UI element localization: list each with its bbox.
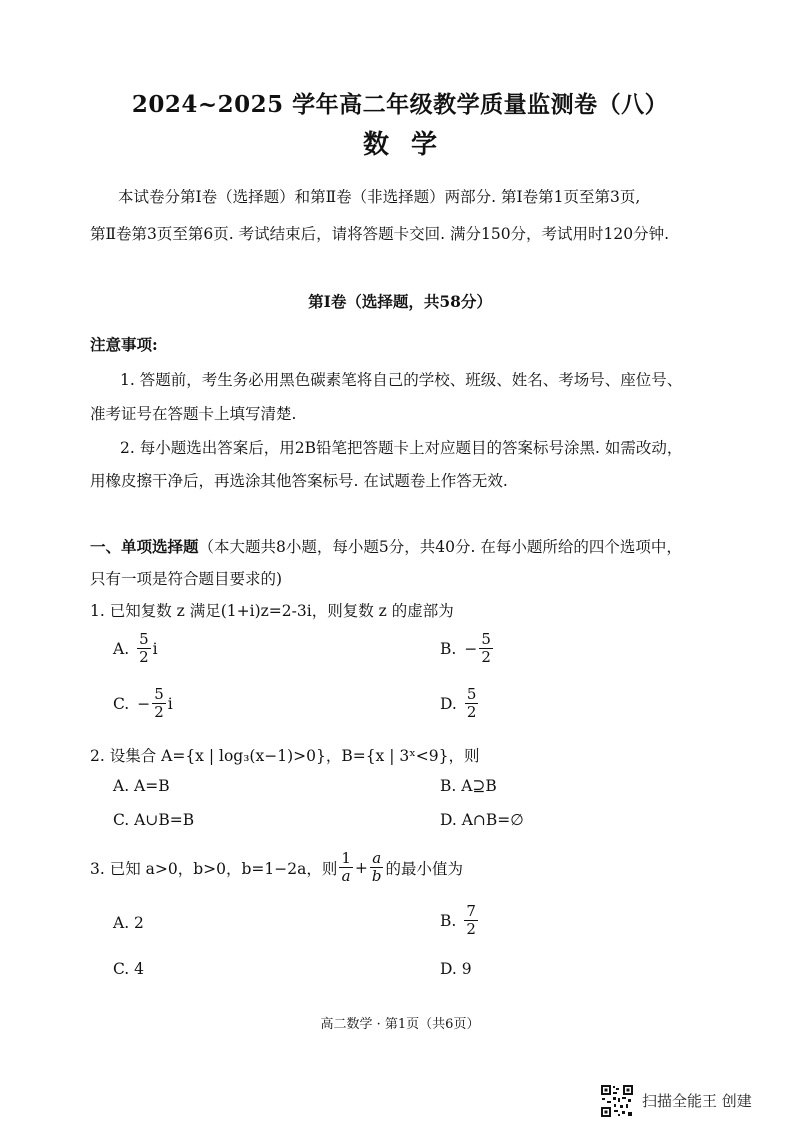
q1-option-a-label: A. xyxy=(113,639,130,658)
q1-stem: 1. 已知复数 z 满足(1+i)z=2-3i，则复数 z 的虚部为 xyxy=(90,602,454,620)
q1-option-c-suffix: i xyxy=(167,694,173,713)
notice-item-1-line-1: 1. 答题前，考生务必用黑色碳素笔将自己的学校、班级、姓名、考场号、座位号、 xyxy=(120,371,683,389)
intro-line-1: 本试卷分第Ⅰ卷（选择题）和第Ⅱ卷（非选择题）两部分. 第Ⅰ卷第1页至第3页, xyxy=(118,188,641,206)
q3-fraction-2 xyxy=(370,850,384,886)
q1-option-a-num: 5 xyxy=(139,630,149,648)
q3-fraction-1 xyxy=(339,850,353,886)
q3-option-b-label: B. xyxy=(440,911,457,930)
q3-option-d: D. 9 xyxy=(440,960,472,978)
q2-option-b: B. A⊇B xyxy=(440,777,497,795)
q3-f2-den: b xyxy=(371,867,382,886)
q1-option-c-num: 5 xyxy=(154,685,164,703)
exam-subject: 数学 xyxy=(362,130,459,160)
q3-option-a: A. 2 xyxy=(113,914,144,932)
q1-option-a-suffix: i xyxy=(152,639,158,658)
q3-stem-after: 的最小值为 xyxy=(385,859,464,878)
q1-option-d-fraction xyxy=(465,686,479,722)
q1-option-d xyxy=(440,686,480,722)
section-1-desc-line-1: （本大题共8小题，每小题5分，共40分. 在每小题所给的四个选项中， xyxy=(198,538,682,556)
q3-option-c: C. 4 xyxy=(113,960,145,978)
q3-option-b-den: 2 xyxy=(466,920,476,939)
page-footer: 高二数学 · 第1页（共6页） xyxy=(320,1017,480,1032)
q1-option-d-den: 2 xyxy=(466,703,477,722)
notice-heading: 注意事项: xyxy=(90,335,158,354)
q1-option-c xyxy=(113,686,173,722)
q1-option-b-fraction xyxy=(479,631,493,667)
q1-option-a-den: 2 xyxy=(139,648,149,667)
q1-option-b xyxy=(440,631,495,667)
q1-option-d-label: D. xyxy=(440,694,457,713)
q3-f1-den: a xyxy=(341,867,351,886)
q1-option-c-fraction xyxy=(152,686,166,722)
section-1-desc-line-2: 只有一项是符合题目要求的) xyxy=(90,570,283,588)
section-1-label: 一、单项选择题 xyxy=(90,537,199,556)
notice-item-2-line-2: 用橡皮擦干净后，再选涂其他答案标号. 在试题卷上作答无效. xyxy=(90,472,508,490)
exam-title: 2024~2025 学年高二年级教学质量监测卷（八） xyxy=(131,91,669,118)
q2-option-c: C. A∪B=B xyxy=(113,811,195,829)
q1-option-d-num: 5 xyxy=(466,685,477,703)
q1-option-b-label: B. xyxy=(440,639,457,658)
q1-option-b-den: 2 xyxy=(481,648,491,667)
notice-item-2-line-1: 2. 每小题选出答案后，用2B铅笔把答题卡上对应题目的答案标号涂黑. 如需改动， xyxy=(120,439,683,457)
q3-stem xyxy=(90,850,463,886)
scanner-brand: 扫描全能王 创建 xyxy=(642,1092,752,1110)
q1-option-b-num: 5 xyxy=(481,630,491,648)
volume-title: 第Ⅰ卷（选择题，共58分） xyxy=(308,292,492,311)
q3-f2-num: a xyxy=(372,849,382,867)
q1-option-a-fraction xyxy=(137,631,151,667)
q3-plus: + xyxy=(354,858,368,877)
q3-stem-before: 3. 已知 a>0，b>0，b=1−2a，则 xyxy=(90,859,338,878)
notice-item-1-line-2: 准考证号在答题卡上填写清楚. xyxy=(90,405,297,423)
q1-option-c-den: 2 xyxy=(154,703,164,722)
q3-option-b-num: 7 xyxy=(466,902,476,920)
q2-option-d: D. A∩B=∅ xyxy=(440,811,524,829)
q2-stem: 2. 设集合 A={x | log₃(x−1)>0}，B={x | 3ˣ<9}，则 xyxy=(90,747,480,765)
q1-option-c-prefix: − xyxy=(137,694,151,713)
q3-f1-num: 1 xyxy=(341,849,351,867)
q1-option-b-prefix: − xyxy=(464,639,478,658)
intro-line-2: 第Ⅱ卷第3页至第6页. 考试结束后，请将答题卡交回. 满分150分，考试用时120分钟. xyxy=(90,225,670,243)
q3-option-b-fraction xyxy=(464,903,478,939)
qr-code-icon xyxy=(600,1084,634,1118)
q1-option-a xyxy=(113,631,158,667)
section-1-header xyxy=(90,535,682,557)
q2-option-a: A. A=B xyxy=(113,777,170,795)
q1-option-c-label: C. xyxy=(113,694,130,713)
q3-option-b xyxy=(440,903,480,939)
